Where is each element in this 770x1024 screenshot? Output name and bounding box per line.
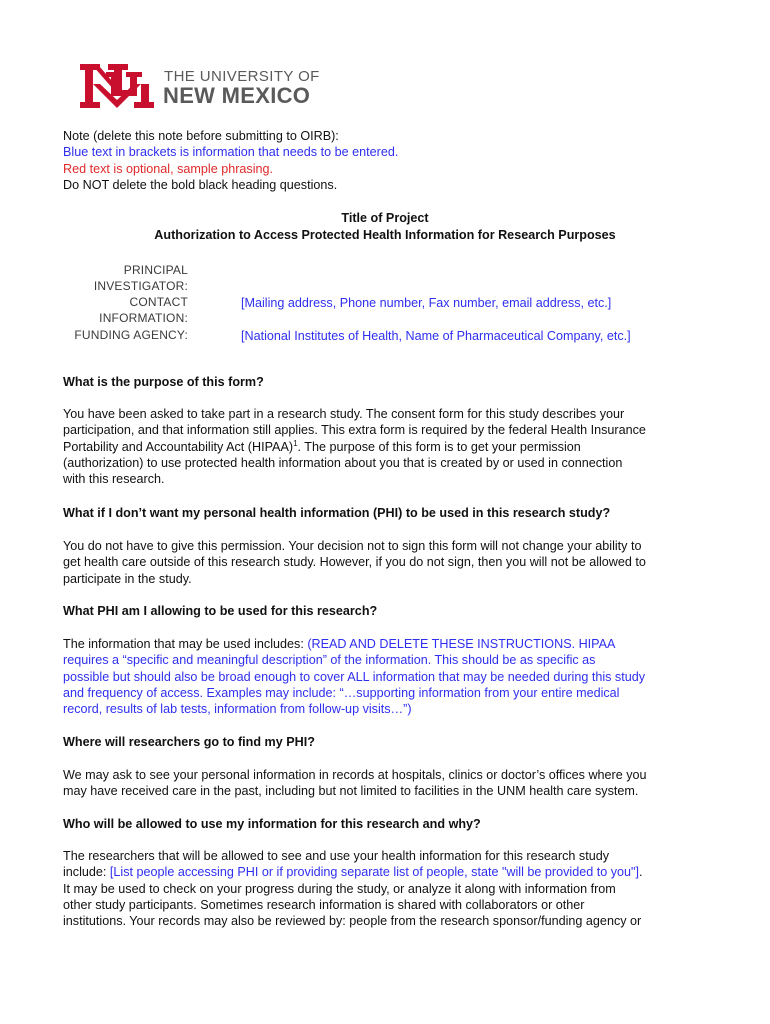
submission-note	[63, 128, 723, 193]
form-title: Authorization to Access Protected Health Information for Research Purposes	[154, 227, 616, 242]
pi-label-line-1: PRINCIPAL	[123, 263, 188, 277]
paragraph-line: get health care outside of this research study. However, if you do not sign, then you will not be allowed to	[63, 555, 646, 570]
paragraph-line: participate in the study.	[63, 571, 192, 586]
paragraph-line: You have been asked to take part in a research study. The consent form for this study describes your	[63, 407, 625, 421]
paragraph-line: You do not have to give this permission. Your decision not to sign this form will not change your ability to	[63, 539, 642, 553]
who-paragraph	[63, 848, 713, 929]
logo-new-mexico-text: NEW MEXICO	[163, 83, 311, 108]
note-line-1: Note (delete this note before submitting to OIRB):	[63, 129, 339, 143]
paragraph-line: It may be used to check on your progress during the study, or analyze it along with information from	[63, 881, 616, 896]
purpose-paragraph	[63, 406, 713, 487]
where-paragraph	[63, 767, 713, 800]
paragraph-text: include:	[63, 865, 110, 880]
phi-heading: What PHI am I allowing to be used for this research?	[63, 604, 378, 618]
instruction-line: possible but should also be broad enough to cover ALL information that may be needed during this study	[63, 669, 646, 684]
note-line-red: Red text is optional, sample phrasing.	[63, 161, 274, 176]
paragraph-line: participation, and that information still applies. This extra form is required by the federal Health Insurance	[63, 423, 646, 438]
funding-label: FUNDING AGENCY:	[74, 328, 188, 342]
paragraph-text: .	[639, 865, 643, 880]
contact-label-line-1: CONTACT	[129, 295, 188, 309]
contact-value: [Mailing address, Phone number, Fax number, email address, etc.]	[241, 296, 612, 310]
paragraph-line	[63, 864, 713, 880]
decline-paragraph	[63, 538, 713, 587]
paragraph-line	[63, 636, 713, 652]
funding-value: [National Institutes of Health, Name of Pharmaceutical Company, etc.]	[241, 329, 631, 343]
who-heading: Who will be allowed to use my information for this research and why?	[63, 817, 481, 831]
paragraph-line: other study participants. Sometimes research information is shared with collaborators or other	[63, 897, 585, 912]
unm-logo	[78, 60, 328, 116]
note-line-4: Do NOT delete the bold black heading questions.	[63, 177, 338, 192]
decline-heading: What if I don’t want my personal health information (PHI) to be used in this research study?	[63, 506, 611, 520]
paragraph-line	[63, 439, 713, 455]
document-title	[60, 210, 710, 244]
paragraph-text: Portability and Accountability Act (HIPAA)	[63, 439, 294, 454]
paragraph-line: institutions. Your records may also be reviewed by: people from the research sponsor/funding agency or	[63, 914, 642, 929]
unm-monogram-icon	[78, 60, 156, 112]
footnote-marker: 1	[293, 438, 298, 448]
where-heading: Where will researchers go to find my PHI?	[63, 735, 315, 749]
paragraph-text: . The purpose of this form is to get your permission	[297, 439, 581, 454]
project-title: Title of Project	[341, 211, 429, 225]
paragraph-line: (authorization) to use protected health information about you that is created by or used in connection	[63, 455, 623, 470]
phi-paragraph	[63, 636, 713, 717]
instruction-line: requires a “specific and meaningful description” of the information. This should be as specific as	[63, 653, 596, 668]
logo-university-text: THE UNIVERSITY OF	[164, 68, 320, 85]
paragraph-line: We may ask to see your personal information in records at hospitals, clinics or doctor’s offices where you	[63, 768, 647, 782]
instruction-text: [List people accessing PHI or if providing separate list of people, state "will be provided to you"]	[109, 865, 639, 880]
paragraph-line: with this research.	[63, 472, 165, 487]
paragraph-line: The researchers that will be allowed to see and use your health information for this research study	[63, 849, 610, 863]
instruction-line: record, results of lab tests, information from follow-up visits…”)	[63, 702, 412, 717]
instruction-text: (READ AND DELETE THESE INSTRUCTIONS. HIPAA	[307, 637, 616, 651]
purpose-heading: What is the purpose of this form?	[63, 375, 264, 389]
note-line-blue: Blue text in brackets is information that needs to be entered.	[63, 145, 399, 160]
contact-label-line-2: INFORMATION:	[99, 311, 188, 325]
contact-label	[60, 294, 188, 326]
paragraph-line: may have received care in the past, including but not limited to facilities in the UNM health care system.	[63, 784, 639, 799]
paragraph-text: The information that may be used includes:	[63, 637, 308, 651]
instruction-line: and frequency of access. Examples may include: “…supporting information from your entire medical	[63, 685, 620, 700]
pi-label	[60, 262, 188, 294]
pi-label-line-2: INVESTIGATOR:	[93, 279, 188, 293]
